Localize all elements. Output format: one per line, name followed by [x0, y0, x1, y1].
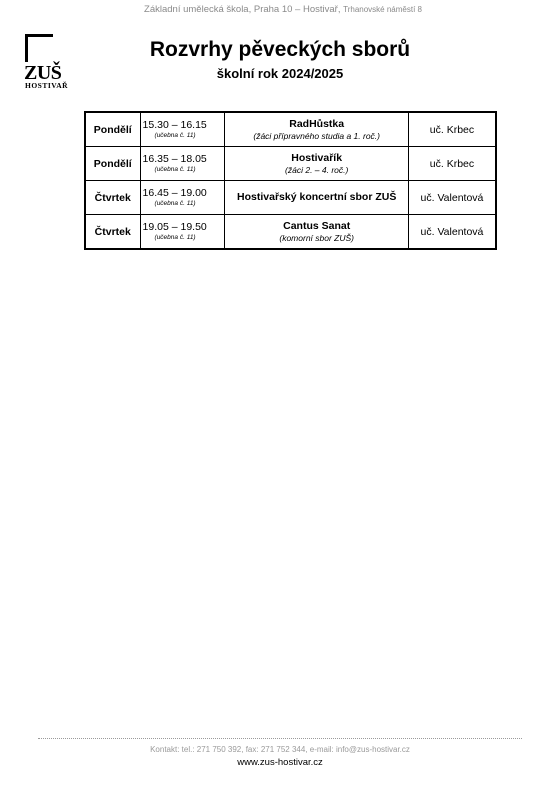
- page-title: Rozvrhy pěveckých sborů: [149, 38, 411, 61]
- choir-note: (žáci 2. – 4. roč.): [285, 164, 349, 175]
- table-row: [85, 215, 496, 250]
- footer-divider: [38, 738, 522, 739]
- school-logo: [21, 16, 85, 90]
- time-cell: [140, 215, 225, 250]
- school-address-main: Základní umělecká škola, Praha 10 – Hostivař,: [144, 4, 341, 15]
- choir-note: (žáci přípravného studia a 1. roč.): [253, 130, 380, 141]
- logo-subtext: HOSTIVAŘ: [25, 81, 69, 90]
- day-cell: Pondělí: [85, 112, 140, 147]
- time-range: 15.30 – 16.15: [142, 119, 207, 131]
- logo-mark-top: [25, 34, 53, 37]
- table-row: [85, 112, 496, 147]
- teacher-cell: uč. Valentová: [408, 181, 496, 215]
- choir-cell: [225, 181, 408, 215]
- school-address: [118, 4, 448, 15]
- time-cell: [140, 181, 225, 215]
- day-cell: Čtvrtek: [85, 181, 140, 215]
- choir-name: Hostivařský koncertní sbor ZUŠ: [237, 191, 397, 203]
- footer-website[interactable]: www.zus-hostivar.cz: [237, 757, 323, 768]
- choir-cell: [225, 112, 408, 147]
- choir-note: (komorní sbor ZUŠ): [279, 232, 354, 243]
- page-subtitle: školní rok 2024/2025: [216, 66, 344, 81]
- time-range: 16.45 – 19.00: [142, 187, 207, 199]
- time-range: 16.35 – 18.05: [142, 153, 207, 165]
- teacher-cell: uč. Krbec: [408, 147, 496, 181]
- choir-cell: [225, 147, 408, 181]
- logo-text: ZUŠ: [24, 62, 62, 84]
- table-row: [85, 147, 496, 181]
- room-note: (učebna č. 11): [154, 166, 196, 173]
- day-cell: Pondělí: [85, 147, 140, 181]
- choir-name: RadHůstka: [289, 117, 345, 130]
- choir-name: Cantus Sanat: [283, 219, 351, 232]
- room-note: (učebna č. 11): [154, 234, 196, 241]
- schedule-table: [84, 111, 497, 250]
- choir-name: Hostivařík: [291, 151, 343, 164]
- time-range: 19.05 – 19.50: [142, 221, 207, 233]
- teacher-cell: uč. Valentová: [408, 215, 496, 250]
- day-cell: Čtvrtek: [85, 215, 140, 250]
- room-note: (učebna č. 11): [154, 132, 196, 139]
- teacher-cell: uč. Krbec: [408, 112, 496, 147]
- footer-contact: Kontakt: tel.: 271 750 392, fax: 271 752 344, e-mail: info@zus-hostivar.cz: [150, 745, 410, 754]
- table-row: [85, 181, 496, 215]
- time-cell: [140, 112, 225, 147]
- school-address-street: Trhanovské náměstí 8: [343, 5, 422, 14]
- logo-mark: [25, 34, 28, 62]
- room-note: (učebna č. 11): [154, 200, 196, 207]
- choir-cell: [225, 215, 408, 250]
- time-cell: [140, 147, 225, 181]
